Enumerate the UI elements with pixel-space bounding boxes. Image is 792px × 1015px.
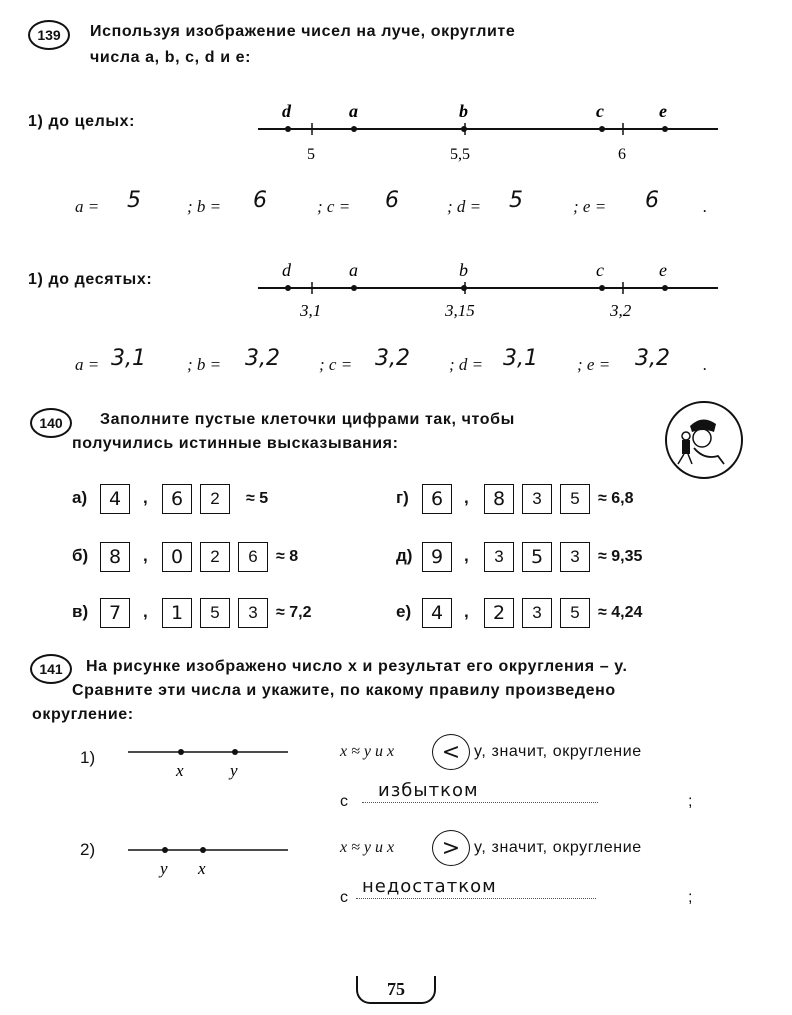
row-v-whole-cell[interactable]: 7 xyxy=(100,598,130,628)
item2-end: ; xyxy=(688,889,694,906)
item1-label: 1) xyxy=(80,748,96,767)
page-number-frame xyxy=(356,976,436,1004)
point-d xyxy=(285,126,291,132)
ans1-e-value: 6 xyxy=(645,188,659,213)
task-140-badge xyxy=(30,408,72,438)
label-b: b xyxy=(459,101,468,121)
row-v-digit-2-cell[interactable]: 5 xyxy=(200,598,230,628)
number-line-2 xyxy=(250,254,730,334)
label-e: e xyxy=(659,260,667,280)
row-e-result: ≈ 4,24 xyxy=(598,604,643,621)
thinking-person-illustration xyxy=(660,400,748,480)
row-e-whole-cell[interactable]: 4 xyxy=(422,598,452,628)
ans1-d-value: 5 xyxy=(509,188,523,213)
row-b-whole-cell[interactable]: 8 xyxy=(100,542,130,572)
row-d-comma: , xyxy=(464,546,469,565)
tick-label-3: 3,2 xyxy=(610,301,632,320)
task-141-badge xyxy=(30,654,72,684)
item1-rhs: y, значит, округление xyxy=(474,743,642,760)
row-a-whole-cell[interactable]: 4 xyxy=(100,484,130,514)
ans2-d-value: 3,1 xyxy=(503,346,538,371)
row-d-digit-3-cell[interactable]: 3 xyxy=(560,542,590,572)
item2-answer-line[interactable] xyxy=(356,876,596,899)
item1-lhs: x ≈ y и x xyxy=(340,743,395,760)
item2-prefix: с xyxy=(340,889,349,906)
ans1-end: . xyxy=(703,197,708,216)
row-b-digit-2-cell[interactable]: 2 xyxy=(200,542,230,572)
ans1-a-label: a = xyxy=(75,197,100,216)
row-a-result: ≈ 5 xyxy=(246,490,269,507)
row-d-result: ≈ 9,35 xyxy=(598,548,643,565)
row-b-comma: , xyxy=(143,546,148,565)
ans2-end: . xyxy=(703,355,708,374)
tick-label-1: 5 xyxy=(307,146,315,163)
item1-prefix: с xyxy=(340,793,349,810)
part2-answers xyxy=(75,346,755,380)
row-g-comma: , xyxy=(464,488,469,507)
item2-point-y xyxy=(162,847,168,853)
task-139-text-line2: числа a, b, c, d и e: xyxy=(90,49,252,66)
label-c: c xyxy=(596,101,604,121)
label-b: b xyxy=(459,260,468,280)
row-a-label: а) xyxy=(72,488,88,507)
row-g-label: г) xyxy=(396,488,409,507)
item1-point-y xyxy=(232,749,238,755)
tick-label-2: 3,15 xyxy=(445,301,475,320)
row-d-label: д) xyxy=(396,546,413,565)
row-e-digit-3-cell[interactable]: 5 xyxy=(560,598,590,628)
ans2-c-label: ; c = xyxy=(319,355,353,374)
item2-label-y: y xyxy=(160,859,168,878)
item1-label-x: x xyxy=(176,761,184,780)
part1-label: 1) до целых: xyxy=(28,113,136,130)
ans1-c-label: ; c = xyxy=(317,197,351,216)
item1-point-x xyxy=(178,749,184,755)
row-g-result: ≈ 6,8 xyxy=(598,490,634,507)
ans1-a-value: 5 xyxy=(127,188,141,213)
row-e-digit-1-cell[interactable]: 2 xyxy=(484,598,514,628)
ans2-a-value: 3,1 xyxy=(111,346,146,371)
task-140-text-line1: Заполните пустые клеточки цифрами так, чтобы xyxy=(100,411,515,428)
ans2-a-label: a = xyxy=(75,355,100,374)
ans1-c-value: 6 xyxy=(385,188,399,213)
item2-sign-circle[interactable] xyxy=(432,830,470,866)
row-a-digit-2-cell[interactable]: 2 xyxy=(200,484,230,514)
item2-number-line xyxy=(125,836,295,880)
label-c: c xyxy=(596,260,604,280)
row-a-digit-1-cell[interactable]: 6 xyxy=(162,484,192,514)
item2-label-x: x xyxy=(198,859,206,878)
item1-sign: < xyxy=(441,739,461,765)
row-g-whole-cell[interactable]: 6 xyxy=(422,484,452,514)
task-139-number: 139 xyxy=(37,27,61,43)
number-line-1 xyxy=(250,95,730,175)
item1-end: ; xyxy=(688,793,694,810)
row-b-digit-1-cell[interactable]: 0 xyxy=(162,542,192,572)
item2-statement xyxy=(340,836,760,872)
row-d-digit-1-cell[interactable]: 3 xyxy=(484,542,514,572)
task-141-number: 141 xyxy=(39,661,63,677)
row-v-digit-1-cell[interactable]: 1 xyxy=(162,598,192,628)
ans1-b-label: ; b = xyxy=(187,197,222,216)
ans2-c-value: 3,2 xyxy=(375,346,410,371)
row-d-whole-cell[interactable]: 9 xyxy=(422,542,452,572)
ans2-e-label: ; e = xyxy=(577,355,611,374)
ans2-e-value: 3,2 xyxy=(635,346,670,371)
point-c xyxy=(599,285,605,291)
row-d-digit-2-cell[interactable]: 5 xyxy=(522,542,552,572)
row-b-result: ≈ 8 xyxy=(276,548,299,565)
point-b xyxy=(461,285,467,291)
tick-label-3: 6 xyxy=(618,146,626,163)
point-e xyxy=(662,126,668,132)
task-141-text-line2: Сравните эти числа и укажите, по какому правилу произведено xyxy=(72,682,616,699)
page-number: 75 xyxy=(387,978,405,999)
task-139-text-line1: Используя изображение чисел на луче, округлите xyxy=(90,23,516,40)
row-g-digit-3-cell[interactable]: 5 xyxy=(560,484,590,514)
row-g-digit-2-cell[interactable]: 3 xyxy=(522,484,552,514)
item2-answer: недостатком xyxy=(362,876,497,897)
item1-sign-circle[interactable] xyxy=(432,734,470,770)
label-a: a xyxy=(349,101,358,121)
item2-rhs: y, значит, округление xyxy=(474,839,642,856)
task-141-text-line3: округление: xyxy=(32,706,134,723)
label-a: a xyxy=(349,260,358,280)
label-d: d xyxy=(282,101,291,121)
row-e-digit-2-cell[interactable]: 3 xyxy=(522,598,552,628)
item2-point-x xyxy=(200,847,206,853)
row-e-label: е) xyxy=(396,602,412,621)
row-e-comma: , xyxy=(464,602,469,621)
row-a-comma: , xyxy=(143,488,148,507)
point-a xyxy=(351,285,357,291)
task-141-text-line1: На рисунке изображено число x и результат его округления – y. xyxy=(86,658,628,675)
row-v-comma: , xyxy=(143,602,148,621)
point-d xyxy=(285,285,291,291)
row-v-result: ≈ 7,2 xyxy=(276,604,312,621)
item1-label-y: y xyxy=(230,761,238,780)
point-a xyxy=(351,126,357,132)
ans2-b-label: ; b = xyxy=(187,355,222,374)
part1-answers xyxy=(75,188,755,222)
label-d: d xyxy=(282,260,291,280)
task-140-number: 140 xyxy=(39,415,63,431)
ans1-b-value: 6 xyxy=(253,188,267,213)
ans1-e-label: ; e = xyxy=(573,197,607,216)
item2-sign: > xyxy=(441,835,461,861)
label-e: e xyxy=(659,101,667,121)
row-b-label: б) xyxy=(72,546,89,565)
item2-lhs: x ≈ y и x xyxy=(340,839,395,856)
tick-label-1: 3,1 xyxy=(300,301,322,320)
part2-label: 1) до десятых: xyxy=(28,271,153,288)
task-139-badge xyxy=(28,20,70,50)
item1-statement xyxy=(340,740,760,776)
point-e xyxy=(662,285,668,291)
row-g-digit-1-cell[interactable]: 8 xyxy=(484,484,514,514)
tick-label-2: 5,5 xyxy=(450,146,470,163)
item2-label: 2) xyxy=(80,840,96,859)
item1-number-line xyxy=(125,738,295,782)
ans2-d-label: ; d = xyxy=(449,355,484,374)
ans1-d-label: ; d = xyxy=(447,197,482,216)
row-v-digit-3-cell[interactable]: 3 xyxy=(238,598,268,628)
point-c xyxy=(599,126,605,132)
item1-answer-line[interactable] xyxy=(362,780,598,803)
point-b xyxy=(461,126,467,132)
row-v-label: в) xyxy=(72,602,89,621)
row-b-digit-3-cell[interactable]: 6 xyxy=(238,542,268,572)
ans2-b-value: 3,2 xyxy=(245,346,280,371)
item1-answer: избытком xyxy=(378,780,479,801)
task-140-text-line2: получились истинные высказывания: xyxy=(72,435,399,452)
